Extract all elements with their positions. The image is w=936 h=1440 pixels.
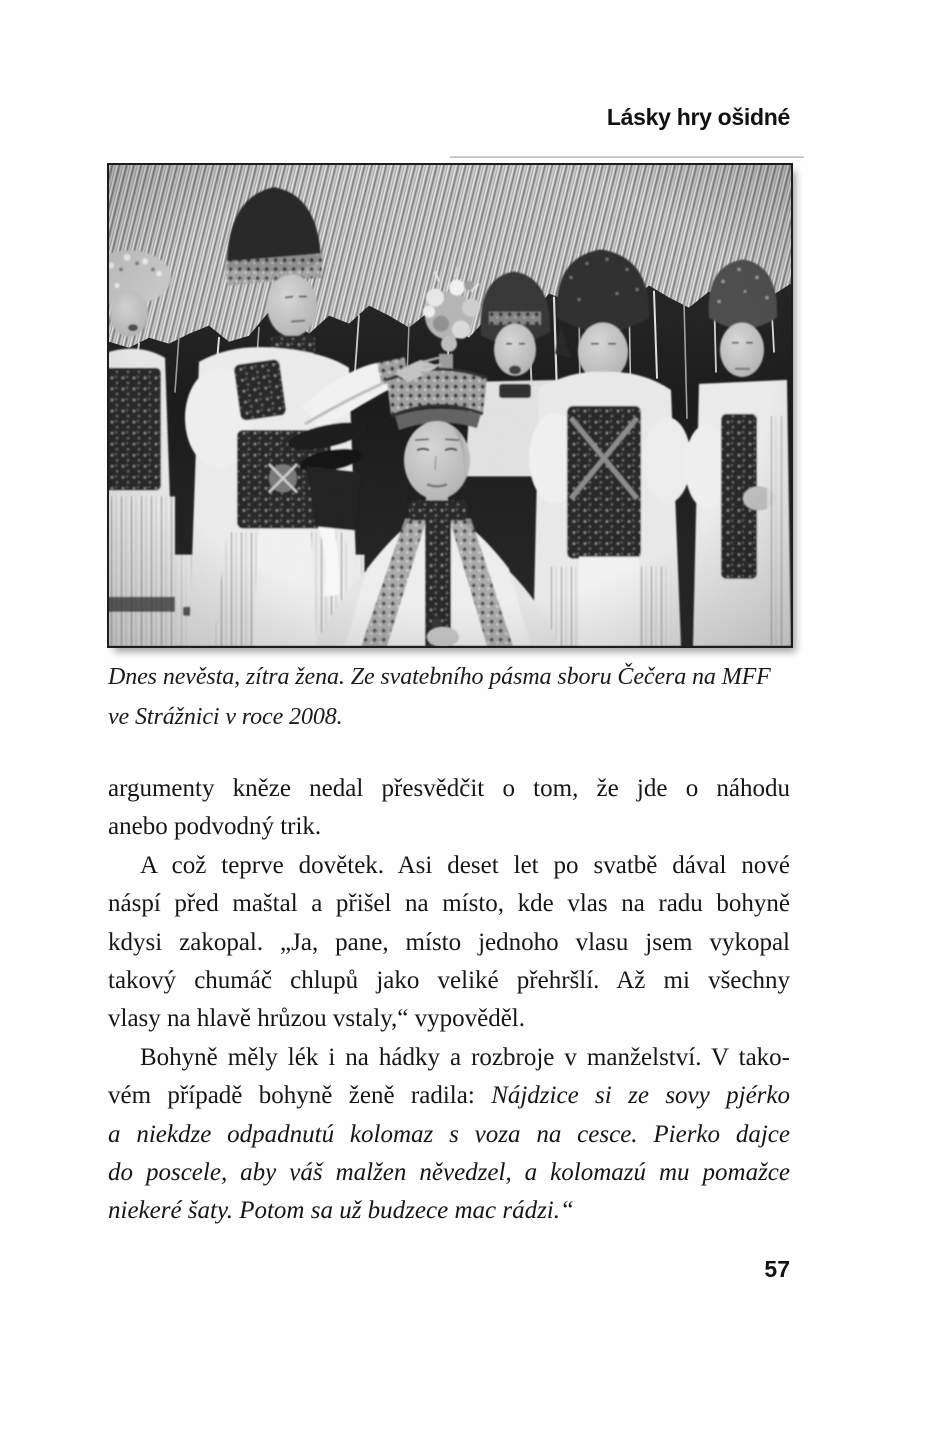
body-line: argumenty kněze nedal přesvědčit o tom, že jde o náhodu bbox=[108, 775, 790, 802]
running-header: Lásky hry ošidné bbox=[606, 104, 790, 130]
body-line: niekeré šaty. Potom sa už budzece mac rádzi.“ bbox=[108, 1197, 574, 1225]
body-line: vlasy na hlavě hrůzou vstaly,“ vypověděl. bbox=[108, 1005, 526, 1033]
body-line: takový chumáč chlupů jako veliké přehršlí. Až mi všechny bbox=[108, 967, 790, 995]
body-text bbox=[108, 770, 790, 1231]
wedding-photo bbox=[107, 163, 793, 648]
wedding-photo-image bbox=[109, 165, 791, 646]
body-line: a niekdze odpadnutú kolomaz s voza na cesce. Pierko dajce bbox=[108, 1120, 790, 1148]
page-number: 57 bbox=[764, 1256, 790, 1282]
body-line: A což teprve dovětek. Asi deset let po svatbě dával nové bbox=[140, 851, 790, 879]
header-rule bbox=[450, 156, 804, 158]
body-line: kdysi zakopal. „Ja, pane, místo jednoho vlasu jsem vykopal bbox=[108, 928, 790, 956]
body-line: do poscele, aby váš malžen něvedzel, a kolomazú mu pomažce bbox=[108, 1159, 790, 1187]
caption-line: ve Strážnici v roce 2008. bbox=[108, 704, 343, 730]
body-line: Bohyně měly lék i na hádky a rozbroje v manželství. V tako- bbox=[140, 1043, 790, 1071]
body-line: anebo podvodný trik. bbox=[108, 813, 322, 841]
photo-caption bbox=[108, 657, 808, 737]
body-line: náspí před maštal a přišel na místo, kde vlas na radu bohyně bbox=[108, 890, 790, 918]
caption-line: Dnes nevěsta, zítra žena. Ze svatebního pásma sboru Čečera na MFF bbox=[108, 664, 771, 690]
body-line: vém případě bohyně ženě radila: Nájdzice si ze sovy pjérko bbox=[108, 1082, 791, 1110]
